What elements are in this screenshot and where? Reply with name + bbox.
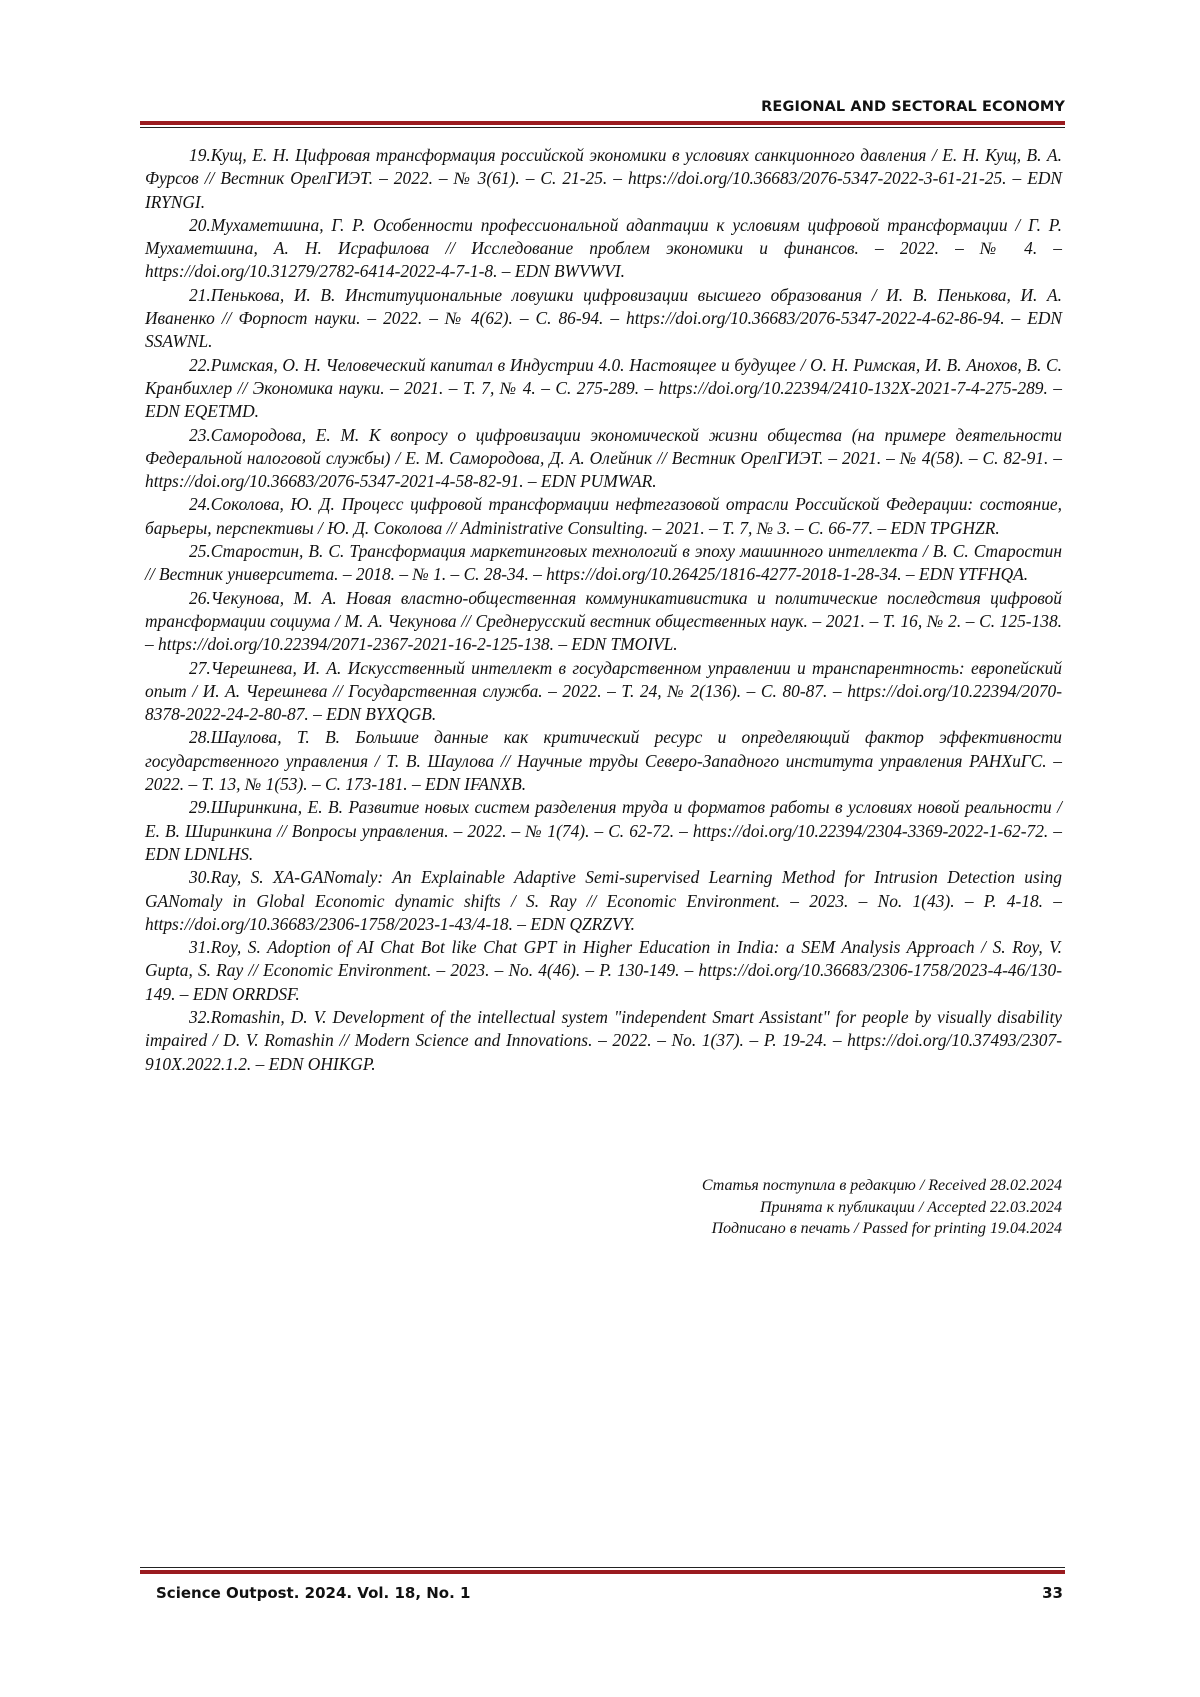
reference-number: 21.	[189, 284, 211, 305]
reference-text: Соколова, Ю. Д. Процесс цифровой трансформации нефтегазовой отрасли Российской Федерации: состояние, барьеры, перспективы / Ю. Д. Соколова // Administrative Consulting. – 2021. – Т. 7, № 3. – С. 66-77. – EDN TPGHZR.	[145, 494, 1062, 538]
running-title: REGIONAL AND SECTORAL ECONOMY	[761, 99, 1065, 115]
reference-number: 24.	[189, 494, 211, 515]
reference-number: 25.	[189, 541, 211, 562]
footer-rule-dark	[140, 1567, 1065, 1568]
reference-item	[145, 936, 1062, 1006]
reference-number: 22.	[189, 354, 211, 375]
reference-number: 32.	[189, 1006, 211, 1027]
reference-text: Romashin, D. V. Development of the intellectual system "independent Smart Assistant" for people by visually disability impaired / D. V. Romashin // Modern Science and Innovations. – 2022. – No. 1(37). – P. 19-24. – https://doi.org/10.37493/2307-910X.2022.1.2. – EDN OHIKGP.	[145, 1006, 1062, 1074]
reference-item	[145, 424, 1062, 494]
header-rule-red	[140, 121, 1065, 125]
reference-text: Ширинкина, Е. В. Развитие новых систем разделения труда и форматов работы в условиях новой реальности / Е. В. Ширинкина // Вопросы управления. – 2022. – № 1(74). – С. 62-72. – https://doi.org/10.22394/2304-3369-2022-1-62-72. – EDN LDNLHS.	[145, 797, 1062, 864]
reference-text: Самородова, Е. М. К вопросу о цифровизации экономической жизни общества (на примере деятельности Федеральной налоговой службы) / Е. М. Самородова, Д. А. Олейник // Вестник ОрелГИЭТ. – 2021. – № 4(58). – С. 82-91. – https://doi.org/10.36683/2076-5347-2021-4-58-82-91. – EDN PUMWAR.	[145, 424, 1062, 492]
reference-text: Кущ, Е. Н. Цифровая трансформация российской экономики в условиях санкционного давления / Е. Н. Кущ, В. А. Фурсов // Вестник ОрелГИЭТ. – 2022. – № 3(61). – С. 21-25. – https://doi.org/10.36683/2076-5347-2022-3-61-21-25. – EDN IRYNGI.	[145, 145, 1062, 212]
page-number: 33	[1042, 1584, 1063, 1602]
reference-item	[145, 796, 1062, 866]
reference-item	[145, 540, 1062, 587]
reference-item	[145, 657, 1062, 727]
reference-number: 23.	[189, 424, 211, 445]
reference-text: Шаулова, Т. В. Большие данные как критический ресурс и определяющий фактор эффективности государственного управления / Т. В. Шаулова // Научные труды Северо-Западного института управления РАНХиГС. – 2022. – Т. 13, № 1(53). – С. 173-181. – EDN IFANXB.	[145, 727, 1062, 795]
reference-number: 29.	[189, 797, 211, 818]
reference-number: 28.	[189, 727, 211, 748]
reference-text: Пенькова, И. В. Институциональные ловушки цифровизации высшего образования / И. В. Пенькова, И. А. Иваненко // Форпост науки. – 2022. – № 4(62). – С. 86-94. – https://doi.org/10.36683/2076-5347-2022-4-62-86-94. – EDN SSAWNL.	[145, 284, 1062, 352]
reference-number: 26.	[189, 587, 211, 608]
reference-item	[145, 866, 1062, 936]
received-date: Статья поступила в редакцию / Received 28.02.2024	[701, 1177, 1062, 1194]
publication-dates	[702, 1175, 1062, 1240]
header-rule-dark	[140, 127, 1065, 128]
reference-text: Ray, S. XA-GANomaly: An Explainable Adaptive Semi-supervised Learning Method for Intrusion Detection using GANomaly in Global Economic dynamic shifts / S. Ray // Economic Environment. – 2023. – No. 1(43). – P. 4-18. – https://doi.org/10.36683/2306-1758/2023-1-43/4-18. – EDN QZRZVY.	[145, 867, 1062, 934]
reference-list	[145, 144, 1062, 1076]
accepted-date: Принята к публикации / Accepted 22.03.2024	[759, 1198, 1062, 1216]
reference-text: Черешнева, И. А. Искусственный интеллект в государственном управлении и транспарентность: европейский опыт / И. А. Черешнева // Государственная служба. – 2022. – Т. 24, № 2(136). – С. 80-87. – https://doi.org/10.22394/2070-8378-2022-24-2-80-87. – EDN BYXQGB.	[145, 657, 1062, 725]
reference-item	[145, 214, 1062, 284]
reference-item	[145, 493, 1062, 540]
reference-number: 20.	[189, 214, 211, 235]
reference-item	[145, 354, 1062, 424]
reference-number: 27.	[189, 657, 211, 678]
reference-text: Римская, О. Н. Человеческий капитал в Индустрии 4.0. Настоящее и будущее / О. Н. Римская, И. В. Анохов, В. С. Кранбихлер // Экономика науки. – 2021. – Т. 7, № 4. – С. 275-289. – https://doi.org/10.22394/2410-132X-2021-7-4-275-289. – EDN EQETMD.	[145, 354, 1062, 422]
reference-item	[145, 284, 1062, 354]
reference-number: 30.	[189, 867, 211, 888]
journal-citation: Science Outpost. 2024. Vol. 18, No. 1	[156, 1584, 471, 1602]
reference-item	[145, 1006, 1062, 1076]
reference-item	[145, 144, 1062, 214]
reference-text: Roy, S. Adoption of AI Chat Bot like Chat GPT in Higher Education in India: a SEM Analysis Approach / S. Roy, V. Gupta, S. Ray // Economic Environment. – 2023. – No. 4(46). – P. 130-149. – https://doi.org/10.36683/2306-1758/2023-4-46/130-149. – EDN ORRDSF.	[145, 937, 1062, 1004]
reference-number: 19.	[189, 145, 211, 165]
reference-item	[145, 587, 1062, 657]
reference-number: 31.	[189, 937, 211, 958]
footer-rule-red	[140, 1570, 1065, 1574]
reference-text: Чекунова, М. А. Новая властно-общественная коммуникативистика и политические последствия цифровой трансформации социума / М. А. Чекунова // Среднерусский вестник общественных наук. – 2021. – Т. 16, № 2. – С. 125-138. – https://doi.org/10.22394/2071-2367-2021-16-2-125-138. – EDN TMOIVL.	[145, 587, 1062, 655]
reference-text: Мухаметшина, Г. Р. Особенности профессиональной адаптации к условиям цифровой трансформации / Г. Р. Мухаметшина, А. Н. Исрафилова // Исследование проблем экономики и финансов. – 2022. – № 4. – https://doi.org/10.31279/2782-6414-2022-4-7-1-8. – EDN BWVWVI.	[145, 214, 1062, 282]
reference-text: Старостин, В. С. Трансформация маркетинговых технологий в эпоху машинного интеллекта / В. С. Старостин // Вестник университета. – 2018. – № 1. – С. 28-34. – https://doi.org/10.26425/1816-4277-2018-1-28-34. – EDN YTFHQA.	[145, 541, 1062, 585]
reference-item	[145, 726, 1062, 796]
printing-date: Подписано в печать / Passed for printing 19.04.2024	[711, 1220, 1062, 1237]
